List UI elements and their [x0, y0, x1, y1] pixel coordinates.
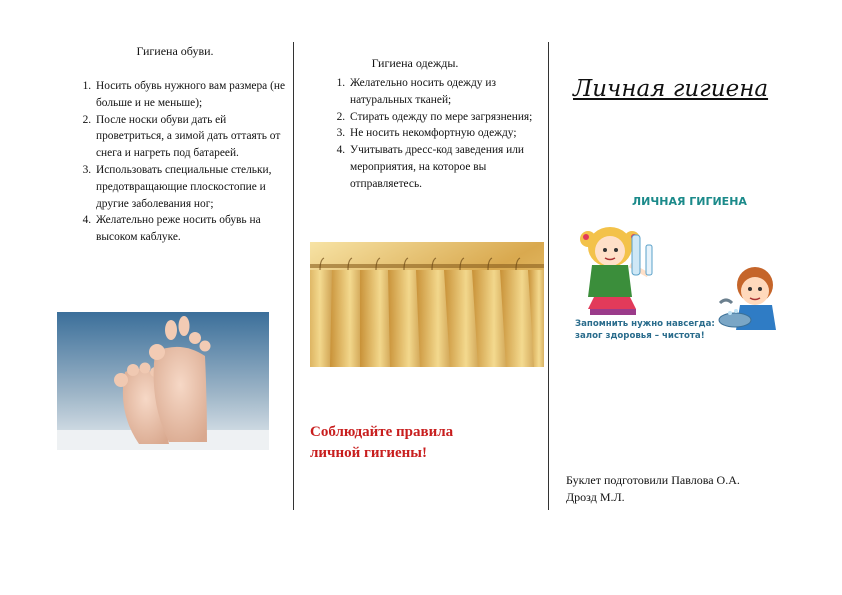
credits-line-1: Буклет подготовили Павлова О.А.: [566, 473, 740, 487]
call-to-action-line-1: Соблюдайте правила: [310, 424, 454, 440]
list-item: 2. Стирать одежду по мере загрязнения;: [348, 109, 548, 126]
caption-line-1: Запомнить нужно навсегда:: [575, 319, 715, 329]
list-item: 1. Носить обувь нужного вам размера (не больше и не меньше);: [94, 78, 294, 112]
column-divider-right: [548, 42, 549, 510]
list-item: 4. Желательно реже носить обувь на высоком каблуке.: [94, 212, 294, 246]
caption-line-2: залог здоровья – чистота!: [575, 331, 705, 341]
credits-line-2: Дрозд М.Л.: [566, 490, 625, 504]
bare-feet-photo: [57, 312, 269, 450]
shoe-hygiene-title: Гигиена обуви.: [136, 44, 214, 58]
credits: [566, 472, 740, 506]
clothing-hygiene-title: Гигиена одежды.: [371, 56, 459, 70]
clothes-rack-photo: [310, 242, 544, 367]
call-to-action: [310, 422, 453, 464]
list-item: 1. Желательно носить одежду из натуральных тканей;: [348, 75, 548, 109]
list-item: 3. Не носить некомфортную одежду;: [348, 125, 548, 142]
list-item: 3. Использовать специальные стельки, предотвращающие плоскостопие и другие заболевания ног;: [94, 162, 294, 212]
clothing-hygiene-list: [330, 75, 548, 193]
shoe-hygiene-list: [76, 78, 294, 246]
call-to-action-line-2: личной гигиены!: [310, 445, 427, 461]
kids-washing-illustration: [570, 190, 795, 355]
illustration-title: ЛИЧНАЯ ГИГИЕНА: [632, 195, 747, 208]
illustration-caption: [575, 318, 715, 342]
brochure-title: Личная гигиена: [573, 76, 769, 102]
list-item: 4. Учитывать дресс-код заведения или мероприятия, на которое вы отправляетесь.: [348, 142, 548, 192]
list-item: 2. После носки обуви дать ей проветриться, а зимой дать оттаять от снега и нагреть под батареей.: [94, 112, 294, 162]
